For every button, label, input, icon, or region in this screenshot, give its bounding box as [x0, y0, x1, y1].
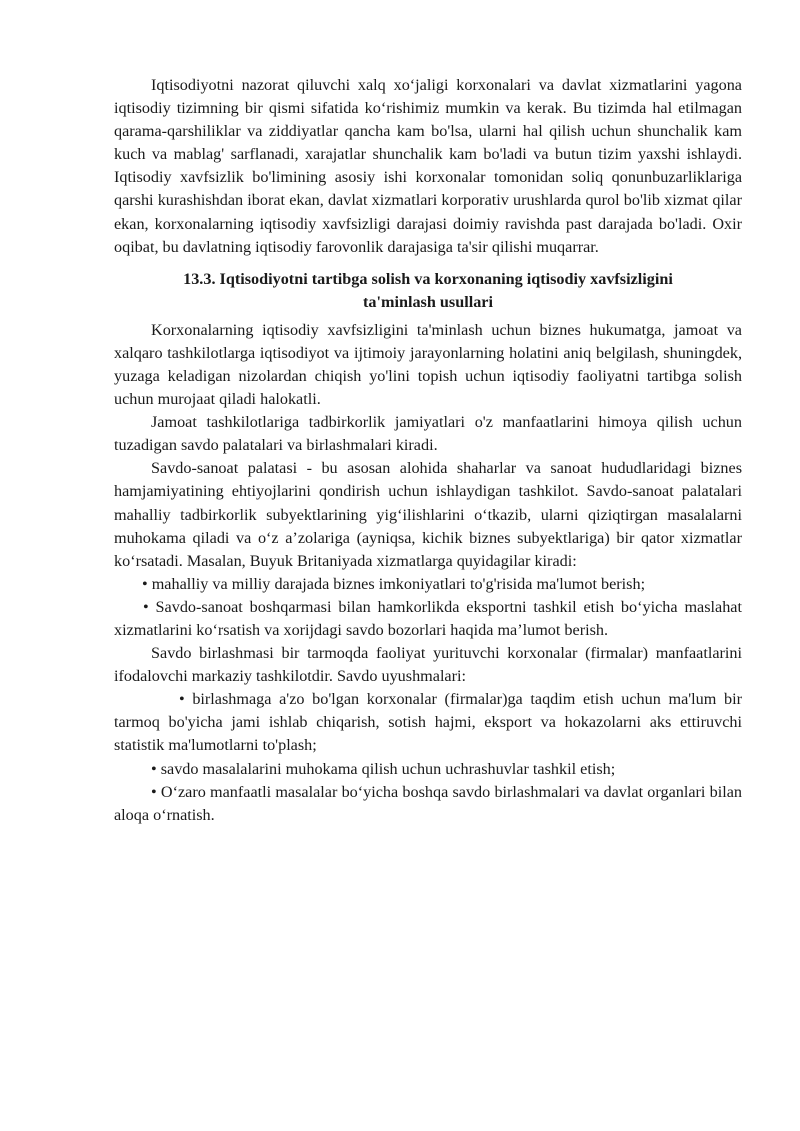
- list-item-3: • birlashmaga a'zo bo'lgan korxonalar (firmalar)ga taqdim etish uchun ma'lum bir tarmoq bo'yicha jami ishlab chiqarish, sotish hajmi, eksport va hokazolarni aks ettiruvchi statistik ma'lumotlarni to'plash;: [114, 690, 742, 755]
- body-paragraph-4: Savdo birlashmasi bir tarmoqda faoliyat yurituvchi korxonalar (firmalar) manfaatlarini ifodalovchi markaziy tashkilotdir. Savdo uyushmalari:: [114, 644, 742, 686]
- body-paragraph-1: Korxonalarning iqtisodiy xavfsizligini ta'minlash uchun biznes hukumatga, jamoat va xalqaro tashkilotlarga iqtisodiyot va ijtimoiy jarayonlarning holatini aniq belgilash, shuningdek, yuzaga keladigan nizolardan chiqish yo'lini topish uchun iqtisodiy faoliyatni tartibga solish uchun murojaat qiladi halokatli.: [114, 320, 742, 409]
- document-page: [114, 74, 742, 827]
- list-item-2: • Savdo-sanoat boshqarmasi bilan hamkorlikda eksportni tashkil etish bo‘yicha maslahat xizmatlarini ko‘rsatish va xorijdagi savdo bozorlari haqida ma’lumot berish.: [114, 597, 742, 639]
- list-item-4: • savdo masalalarini muhokama qilish uchun uchrashuvlar tashkil etish;: [151, 759, 616, 778]
- list-item-1: • mahalliy va milliy darajada biznes imkoniyatlari to'g'risida ma'lumot berish;: [142, 574, 646, 593]
- intro-paragraph: Iqtisodiyotni nazorat qiluvchi xalq xo‘jaligi korxonalari va davlat xizmatlarini yagona iqtisodiy tizimning bir qismi sifatida ko‘rishimiz mumkin va kerak. Bu tizimda hal etilmagan qarama-qarshiliklar va ziddiyatlar qancha kam bo'lsa, ularni hal qilish uchun shunchalik kam kuch va mablag' sarflanadi, xarajatlar shunchalik kam bo'ladi va butun tizim yaxshi ishlaydi. Iqtisodiy xavfsizlik bo'limining asosiy ishi korxonalar tomonidan soliq qonunbuzarliklariga qarshi kurashishdan iborat ekan, davlat xizmatlari korporativ urushlarda qurol bo'lib xizmat qilar ekan, korxonalarning iqtisodiy xavfsizligi darajasi doimiy ravishda past darajada bo'ladi. Oxir oqibat, bu davlatning iqtisodiy farovonlik darajasiga ta'sir qilishi muqarrar.: [114, 76, 742, 256]
- list-item-5: • O‘zaro manfaatli masalalar bo‘yicha boshqa savdo birlashmalari va davlat organlari bilan aloqa o‘rnatish.: [114, 782, 742, 824]
- section-heading-line-1: 13.3. Iqtisodiyotni tartibga solish va korxonaning iqtisodiy xavfsizligini: [183, 269, 673, 288]
- body-paragraph-3: Savdo-sanoat palatasi - bu asosan alohida shaharlar va sanoat hududlaridagi biznes hamjamiyatining ehtiyojlarini qondirish uchun ishlaydigan tashkilot. Savdo-sanoat palatalari mahalliy tadbirkorlik subyektlarining yig‘ilishlarini o‘tkazib, ularni qiziqtirgan masalalarni muhokama qiladi va o‘z a’zolariga (ayniqsa, kichik biznes subyektlariga) bir qator xizmatlar ko‘rsatadi. Masalan, Buyuk Britaniyada xizmatlarga quyidagilar kiradi:: [114, 459, 742, 570]
- body-paragraph-2: Jamoat tashkilotlariga tadbirkorlik jamiyatlari o'z manfaatlarini himoya qilish uchun tuzadigan savdo palatalari va birlashmalari kiradi.: [114, 413, 742, 455]
- section-heading: [114, 268, 742, 315]
- section-heading-line-2: ta'minlash usullari: [363, 293, 493, 312]
